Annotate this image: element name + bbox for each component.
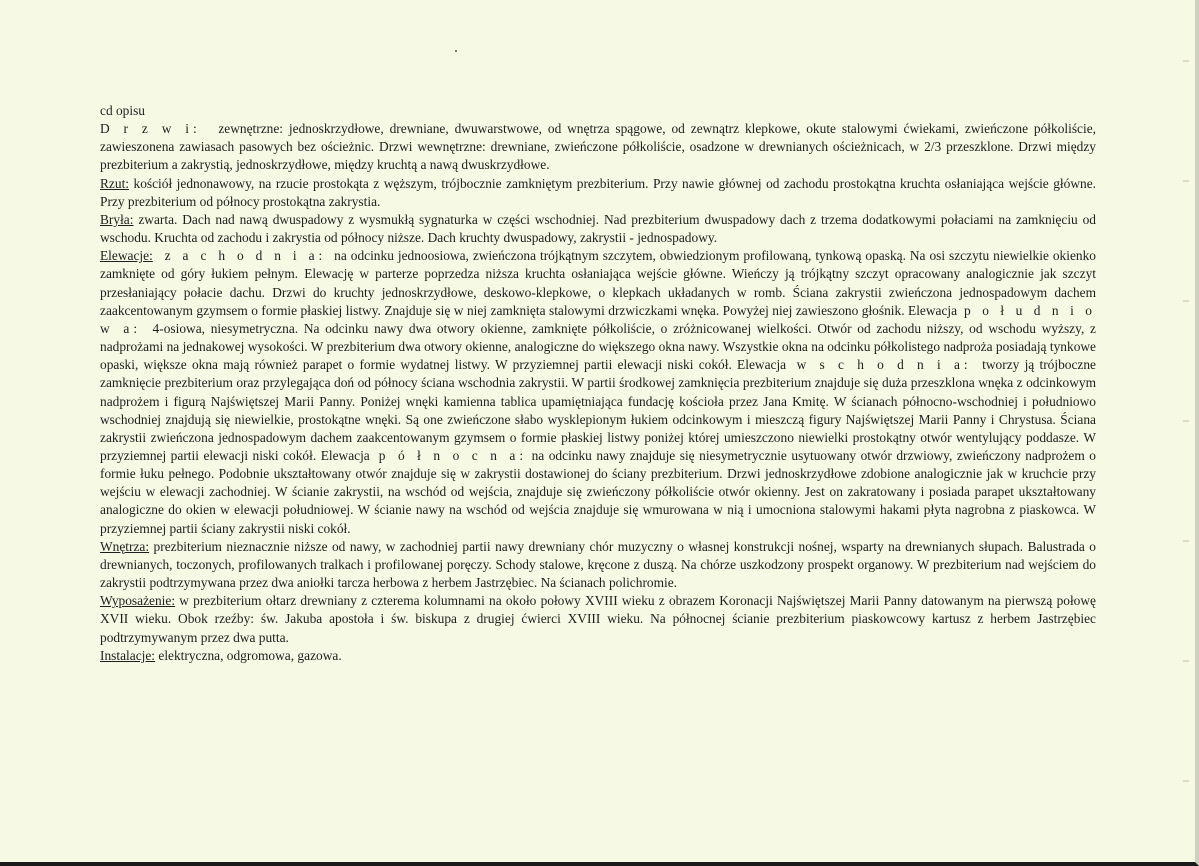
elewacje-seg-2: na odcinku jednoosiowa, zwieńczona trójkątnym szczytem, obwiedzionym profilowaną, tynkową opaską. Na osi szczytu niewielkie okienko zamknięte od góry łukiem pełnym. Elewację w parterze poprzedza niższa kruchta osłaniająca wejście główne. Wieńczy ją trójkątny szczyt opracowany analogicznie jak szczyt przesłaniający połacie dachu. Drzwi do kruchty jednoskrzydłowe, deskowo-klepkowe, o klepkach układanych w romb. Ściana zakrystii zwieńczona jednospadowym dachem zaakcentowanym gzymsem o formie płaskiej listwy. Znajduje się w niej zamknięta stalowymi drzwiczkami wnęka. Powyżej niej zawieszono głośnik. Elewacja [100, 248, 1100, 318]
paragraph-wyposazenie [100, 592, 1096, 646]
paragraph-wnetrza [100, 538, 1096, 592]
text-rzut: kościół jednonawowy, na rzucie prostokąta z węższym, trójbocznie zamkniętym prezbiterium. Przy nawie głównej od zachodu prostokątna kruchta osłaniająca wejście główne. Przy prezbiterium od północy prostokątna zakrystia. [100, 175, 1096, 209]
elewacje-seg-6: tworzy ją trójboczne zamknięcie prezbiterium oraz przylegająca doń od północy ściana wschodnia zakrystii. W partii środkowej zamknięcia prezbiterium znajduje się duża przeszklona wnęka z odcinkowym nadprożem i figurą Najświętszej Marii Panny. Poniżej wnęki kamienna tablica upamiętniająca fundację kościoła przez Jana Kmitę. W ścianach północno-wschodniej i południowo wschodniej znajdują się niewielkie, prostokątne wnęki. Są one zwieńczone słabo wysklepionym łukiem odcinkowym i mieszczą figury Najświętszej Marii Panny i Chrystusa. Ściana zakrystii zwieńczona jednospadowym dachem zaakcentowanym gzymsem o formie płaskiej listwy poniżej której umieszczono niewielki prostokątny otwór wentylujący poddasze. W przyziemnej partii elewacji niski cokół. Elewacja [100, 357, 1100, 463]
page-edge-marks [1183, 0, 1189, 862]
label-bryla: Bryła: [100, 211, 134, 227]
text-wnetrza: prezbiterium nieznacznie niższe od nawy, w zachodniej partii nawy drewniany chór muzyczny o własnej konstrukcji nośnej, wsparty na drewnianych słupach. Balustrada o drewnianych, toczonych, profilowanych tralkach i profilowanej poręczy. Schody stalowe, kręcone z duszą. Na chórze uszkodzony prospekt organowy. W prezbiterium nad wejściem do zakrystii podtrzymywana przez dwa aniołki tarcza herbowa z herbem Jastrzębiec. Na ścianach polichromie. [100, 538, 1096, 591]
elewacje-seg-0 [153, 248, 165, 263]
elewacje-seg-4: 4-osiowa, niesymetryczna. Na odcinku nawy dwa otwory okienne, zamknięte półkoliście, o zróżnicowanej wielkości. Otwór od zachodu niższy, od wschodu wyższy, z nadprożami na jednakowej wysokości. W prezbiterium dwa otwory okienne, analogiczne do większego okna nawy. Wszystkie okna na odcinku półkolistego nadproża posiadają tynkowe opaski, większe okna mają również parapet o formie wydatnej listwy. W przyziemnej partii elewacji niski cokół. Elewacja [100, 320, 1100, 373]
label-wyposazenie: Wyposażenie: [100, 593, 176, 609]
paragraph-bryla [100, 211, 1096, 247]
document-heading: cd opisu [100, 103, 146, 118]
elewacje-zachodnia-label: z a c h o d n i a: [164, 248, 327, 264]
label-rzut: Rzut: [100, 175, 130, 191]
paragraph-elewacje [100, 247, 1104, 538]
paragraph-rzut [100, 175, 1096, 211]
description-text [100, 102, 1104, 665]
label-instalacje: Instalacje: [100, 647, 156, 663]
elewacje-seg-8: na odcinku nawy znajduje się niesymetrycznie usytuowany otwór drzwiowy, zwieńczony nadprożem o formie łuku pełnego. Podobnie ukształtowany otwór znajduje się w zakrystii dostawionej do ściany prezbiterium. Drzwi jednoskrzydłowe zdobione analogicznie jak w kruchcie przy wejściu w elewacji zachodniej. W ścianie zakrystii, na wschód od wejścia, znajduje się zwieńczony półkoliście otwór okienny. Jest on zakratowany i posiada parapet ukształtowany analogiczne do okien w elewacji południowej. W ścianie nawy na wschód od wejścia znajduje się wmurowana w nią i umocniona stalowymi hakami płyta nagrobna z piaskowca. W przyziemnej partii ściany zakrystii niski cokół. [100, 447, 1100, 536]
elewacje-polnocna-label: p ó ł n o c n a: [378, 447, 528, 463]
elewacje-poludniowa-label: p o ł u d n i o w a: [100, 302, 1104, 336]
label-elewacje: Elewacje: [100, 248, 153, 264]
text-instalacje: elektryczna, odgromowa, gazowa. [155, 647, 342, 663]
text-bryla: zwarta. Dach nad nawą dwuspadowy z wysmukłą sygnaturka w części wschodniej. Nad prezbiterium dwuspadowy dach z trzema dodatkowymi połaciami na zamknięciu od wschodu. Kruchta od zachodu i zakrystia od północy niższe. Dach kruchty dwuspadowy, zakrystii - jednospadowy. [100, 211, 1096, 246]
text-wyposazenie: w prezbiterium ołtarz drewniany z czterema kolumnami na około połowy XVIII wieku z obrazem Koronacji Najświętszej Marii Panny datowanym na pierwszą połowę XVII wieku. Obok rzeźby: św. Jakuba apostoła i św. biskupa z drugiej ćwierci XVIII wieku. Na północnej ścianie prezbiterium piaskowcowy kartusz z herbem Jastrzębiec podtrzymywanym przez dwa putta. [100, 593, 1096, 645]
paragraph-drzwi [100, 120, 1100, 174]
text-drzwi: zewnętrzne: jednoskrzydłowe, drewniane, dwuwarstwowe, od wnętrza spągowe, od zewnątrz klepkowe, okute stalowymi ćwiekami, zwieńczone półkoliście, zawieszonena zawiasach pasowych bez ościeżnic. Drzwi wewnętrzne: drewniane, zwieńczone półkoliście, osadzone w drewnianych ościeżnicach, w 2/3 przeszklone. Drzwi między prezbiterium a zakrystią, jednoskrzydłowe, między kruchtą a nawą dwuskrzydłowe. [100, 121, 1100, 173]
label-drzwi: D r z w i: [100, 121, 201, 137]
paragraph-instalacje [100, 647, 1096, 665]
label-wnetrza: Wnętrza: [100, 538, 150, 554]
elewacje-wschodnia-label: w s c h o d n i a: [796, 357, 972, 373]
